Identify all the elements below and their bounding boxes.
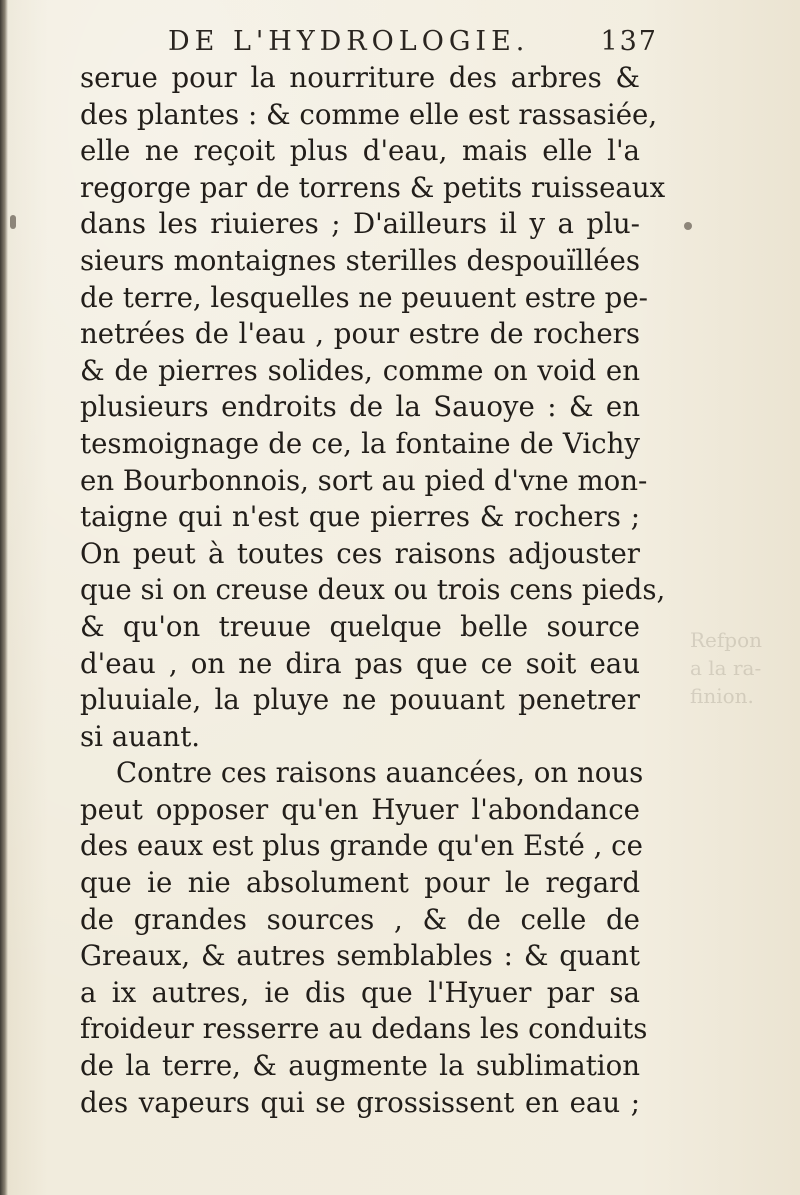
text-line: peut opposer qu'en Hyuer l'abondance <box>80 792 640 826</box>
running-title: DE L'HYDROLOGIE. <box>168 26 530 57</box>
binding-gutter <box>0 0 8 1195</box>
text-line: dans les riuieres ; D'ailleurs il y a plu- <box>80 207 640 241</box>
text-line: plusieurs endroits de la Sauoye : & en <box>80 390 640 424</box>
text-line: serue pour la nourriture des arbres & <box>80 61 640 94</box>
text-line: froideur resserre au dedans les conduits <box>80 1012 648 1046</box>
ink-spot <box>10 215 16 229</box>
text-line: de grandes sources , & de celle de <box>80 902 640 936</box>
text-line: de la terre, & augmente la sublimation <box>80 1049 640 1083</box>
page-number: 137 <box>600 26 658 57</box>
text-line: tesmoignage de ce, la fontaine de Vichy <box>80 426 640 460</box>
text-line: en Bourbonnois, sort au pied d'vne mon- <box>80 463 648 497</box>
text-line: d'eau , on ne dira pas que ce soit eau <box>80 646 640 680</box>
paragraph-start-line: Contre ces raisons auancées, on nous <box>116 756 644 790</box>
paragraph-end-line: si auant. <box>80 719 201 753</box>
text-line: On peut à toutes ces raisons adjouster <box>80 536 640 570</box>
text-line: des eaux est plus grande qu'en Esté , ce <box>80 829 643 863</box>
text-line: & qu'on treuue quelque belle source <box>80 609 640 643</box>
show-through-mark: a la ra- <box>690 656 762 680</box>
text-line: des plantes : & comme elle est rassasiée, <box>80 97 658 131</box>
text-line: des vapeurs qui se grossissent en eau ; <box>80 1085 640 1119</box>
ink-spot <box>684 222 692 230</box>
text-line: que ie nie absolument pour le regard <box>80 866 640 900</box>
text-line: sieurs montaignes sterilles despouïllées <box>80 243 640 277</box>
text-line: & de pierres solides, comme on void en <box>80 353 640 387</box>
text-line: pluuiale, la pluye ne pouuant penetrer <box>80 683 640 717</box>
text-line: taigne qui n'est que pierres & rochers ; <box>80 500 640 534</box>
text-line: Greaux, & autres semblables : & quant <box>80 939 640 973</box>
text-line: que si on creuse deux ou trois cens pieds, <box>80 573 666 607</box>
text-line: elle ne reçoit plus d'eau, mais elle l'a <box>80 134 640 168</box>
text-line: de terre, lesquelles ne peuuent estre pe- <box>80 280 648 314</box>
show-through-mark: finion. <box>690 684 754 708</box>
text-line: a ix autres, ie dis que l'Hyuer par sa <box>80 975 640 1009</box>
text-line: regorge par de torrens & petits ruisseaux <box>80 170 666 204</box>
body-text <box>80 60 666 1121</box>
text-line: netrées de l'eau , pour estre de rochers <box>80 317 640 351</box>
show-through-mark: Refpon <box>690 628 763 652</box>
